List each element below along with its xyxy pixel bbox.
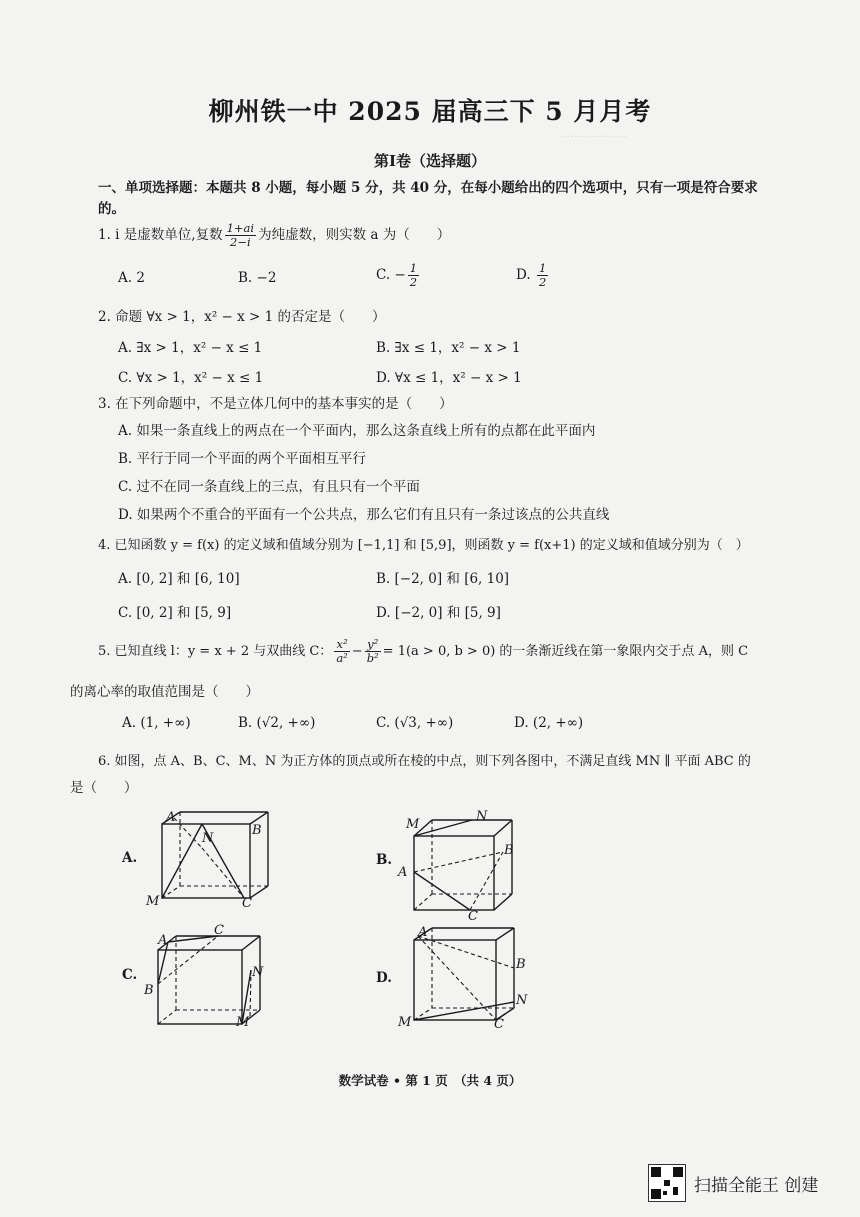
q5-frac2-den: b² bbox=[366, 651, 379, 665]
svg-text:B: B bbox=[144, 983, 154, 998]
svg-text:A: A bbox=[166, 810, 176, 825]
q3-option-c: C. 过不在同一条直线上的三点，有且只有一个平面 bbox=[118, 479, 420, 495]
q5-option-d: D. (2, +∞) bbox=[514, 715, 584, 731]
q5-frac1-num: x² bbox=[334, 638, 349, 652]
cube-figure-a bbox=[144, 808, 274, 911]
question-1 bbox=[98, 222, 450, 249]
svg-text:C: C bbox=[242, 896, 252, 911]
q1-c-den: 2 bbox=[409, 275, 418, 289]
question-6: 6. 如图，点 A、B、C、M、N 为正方体的顶点或所在棱的中点，则下列各图中，不满足直线 MN ∥ 平面 ABC 的 bbox=[98, 754, 751, 769]
q2-option-c: C. ∀x > 1，x² − x ≤ 1 bbox=[118, 370, 264, 386]
svg-text:B: B bbox=[252, 823, 262, 838]
figure-c-label: C. bbox=[122, 967, 138, 983]
q2-option-b: B. ∃x ≤ 1，x² − x > 1 bbox=[376, 340, 521, 356]
page-title: 柳州铁一中 2025 届高三下 5 月月考 bbox=[208, 97, 652, 126]
q5-minus: − bbox=[351, 644, 363, 659]
scanner-watermark bbox=[648, 1164, 818, 1202]
cube-figure-d bbox=[396, 922, 526, 1032]
q1-option-c-label: C. − bbox=[376, 267, 406, 283]
q5-option-b: B. (√2, +∞) bbox=[238, 715, 316, 731]
q4-option-c: C. [0, 2] 和 [5, 9] bbox=[118, 605, 232, 621]
figure-b-label: B. bbox=[376, 852, 393, 868]
q1-option-d-label: D. bbox=[516, 267, 531, 283]
q5-frac2-num: y² bbox=[365, 638, 381, 652]
question-5-line2: 的离心率的取值范围是（ ） bbox=[70, 684, 259, 700]
watermark-text: 扫描全能王 创建 bbox=[694, 1175, 819, 1196]
cube-figure-c bbox=[142, 920, 272, 1030]
figure-d-label: D. bbox=[376, 970, 392, 986]
q4-option-d: D. [−2, 0] 和 [5, 9] bbox=[376, 605, 501, 621]
q2-option-a: A. ∃x > 1，x² − x ≤ 1 bbox=[118, 340, 263, 356]
q1-frac-num: 1+ai bbox=[226, 221, 255, 235]
svg-text:C: C bbox=[214, 923, 224, 938]
svg-text:N: N bbox=[202, 831, 214, 846]
question-6-line2: 是（ ） bbox=[70, 780, 138, 796]
page-footer: 数学试卷 • 第 1 页 （共 4 页） bbox=[338, 1073, 522, 1088]
q5-option-c: C. (√3, +∞) bbox=[376, 715, 454, 731]
q1-option-c-frac bbox=[408, 262, 419, 289]
q5-prefix: 5. 已知直线 l：y = x + 2 与双曲线 C： bbox=[98, 644, 333, 659]
svg-text:M: M bbox=[146, 894, 160, 909]
svg-text:B: B bbox=[516, 957, 526, 972]
q1-c-num: 1 bbox=[409, 261, 418, 275]
svg-text:M: M bbox=[236, 1015, 250, 1030]
section-heading: 第Ⅰ卷（选择题） bbox=[373, 152, 487, 170]
q1-option-c bbox=[376, 262, 421, 289]
svg-text:C: C bbox=[494, 1017, 504, 1032]
q3-option-d: D. 如果两个不重合的平面有一个公共点，那么它们有且只有一条过该点的公共直线 bbox=[118, 507, 610, 523]
q1-suffix: 为纯虚数，则实数 a 为（ ） bbox=[258, 227, 451, 243]
q1-d-num: 1 bbox=[538, 261, 547, 275]
q5-frac-y bbox=[365, 638, 381, 665]
q5-option-a: A. (1, +∞) bbox=[122, 715, 191, 731]
q1-prefix: 1. i 是虚数单位,复数 bbox=[98, 227, 223, 243]
svg-text:C: C bbox=[468, 909, 478, 924]
q1-option-b: B. −2 bbox=[238, 270, 277, 286]
question-3: 3. 在下列命题中，不是立体几何中的基本事实的是（ ） bbox=[98, 396, 453, 412]
q4-option-b: B. [−2, 0] 和 [6, 10] bbox=[376, 571, 510, 587]
q4-option-a: A. [0, 2] 和 [6, 10] bbox=[118, 571, 240, 587]
question-2: 2. 命题 ∀x > 1，x² − x > 1 的否定是（ ） bbox=[98, 309, 386, 325]
q2-option-d: D. ∀x ≤ 1，x² − x > 1 bbox=[376, 370, 522, 386]
figure-a-label: A. bbox=[122, 850, 138, 866]
svg-text:A: A bbox=[158, 933, 168, 948]
svg-text:N: N bbox=[476, 809, 488, 824]
svg-text:N: N bbox=[516, 993, 528, 1008]
svg-text:A: A bbox=[418, 925, 428, 940]
instructions: 一、单项选择题：本题共 8 小题，每小题 5 分，共 40 分，在每小题给出的四个选项中，只有一项是符合要求的。 bbox=[98, 180, 758, 217]
svg-text:M: M bbox=[398, 1015, 412, 1030]
question-5 bbox=[98, 638, 748, 665]
q1-frac-den: 2−i bbox=[230, 235, 251, 249]
svg-text:A: A bbox=[398, 865, 408, 880]
cube-figure-b bbox=[392, 808, 522, 924]
q1-option-a: A. 2 bbox=[118, 270, 145, 286]
q1-option-d bbox=[516, 262, 550, 289]
exam-page: ··················· 柳州铁一中 2025 届高三下 5 月月考 第Ⅰ卷（选择题） 一、单项选择题：本题共 8 小题，每小题 5 分，共 40 分，在每小题给出的四个选项中，只有一项是符合要求的。 1. i 是虚数单位,复数 $\frac{1+ai}{2-i}$ 为纯虚数，则实数 a 为（ ） A. 2 B. −2 C. − $\frac{1}{2}$ D. $\frac{1}{2}$ 2. 命题 ∀x > 1，x² − x > 1 的否定是（ ） A. ∃x > 1，x² − x ≤ 1 B. ∃x ≤ 1，x² − x > 1 C. ∀x > 1，x² − x ≤ 1 D. ∀x ≤ 1，x² − x > 1 3. 在下列命题中，不是立体几何中的基本事实的是（ ） A. 如果一条直线上的两点在一个平面内，那么这条直线上所有的点都在此平面内 B. 平行于同一个平面的两个平面相互平行 C. 过不在同一条直线上的三点，有且只有一个平面 D. 如果两个不重合的平面有一个公共点，那么它们有且只有一条过该点的公共直线 4. 已知函数 y = f(x) 的定义域和值域分别为 [−1,1] 和 [5,9]，则函数 y = f(x+1) 的定义域和值域分别为（ ） A. [0, 2] 和 [6, 10] B. [−2, 0] 和 [6, 10] C. [0, 2] 和 [5, 9] D. [−2, 0] 和 [5, 9] 5. 已知直线 l：y = x + 2 与双曲线 C： $\frac{\text{x²}}{\text{a²}}$ − $\frac{\text{y²}}{\text{b²}}$ = 1(a > 0, b > 0) 的一条渐近线在第一象限内交于点 A，则 C 的离心率的取值范围是（ ） A. (1, +∞) B. (√2, +∞) C. (√3, +∞) D. (2, +∞) 6. 如图，点 A、B、C、M、N 为正方体的顶点或所在棱的中点，则下列各图中，不满足直线 MN ∥ 平面 ABC 的 是（ ） A. B. C. D. A N B M C M N B A C A C N B M A B N M C 数学试卷 • 第 1 页 （共 4 页） 扫描全能王 创建 bbox=[0, 0, 860, 1217]
q3-option-a: A. 如果一条直线上的两点在一个平面内，那么这条直线上所有的点都在此平面内 bbox=[118, 423, 596, 439]
question-4: 4. 已知函数 y = f(x) 的定义域和值域分别为 [−1,1] 和 [5,9]，则函数 y = f(x+1) 的定义域和值域分别为（ ） bbox=[98, 538, 749, 553]
q5-suffix: = 1(a > 0, b > 0) 的一条渐近线在第一象限内交于点 A，则 C bbox=[382, 644, 749, 659]
q5-frac-x bbox=[334, 638, 349, 665]
qr-code-icon bbox=[648, 1164, 686, 1202]
svg-text:B: B bbox=[504, 843, 514, 858]
q1-d-den: 2 bbox=[538, 275, 547, 289]
q3-option-b: B. 平行于同一个平面的两个平面相互平行 bbox=[118, 451, 367, 467]
q5-frac1-den: a² bbox=[336, 651, 348, 665]
q1-fraction bbox=[225, 222, 257, 249]
svg-text:M: M bbox=[406, 817, 420, 832]
q1-option-d-frac bbox=[537, 262, 548, 289]
svg-text:N: N bbox=[252, 965, 264, 980]
